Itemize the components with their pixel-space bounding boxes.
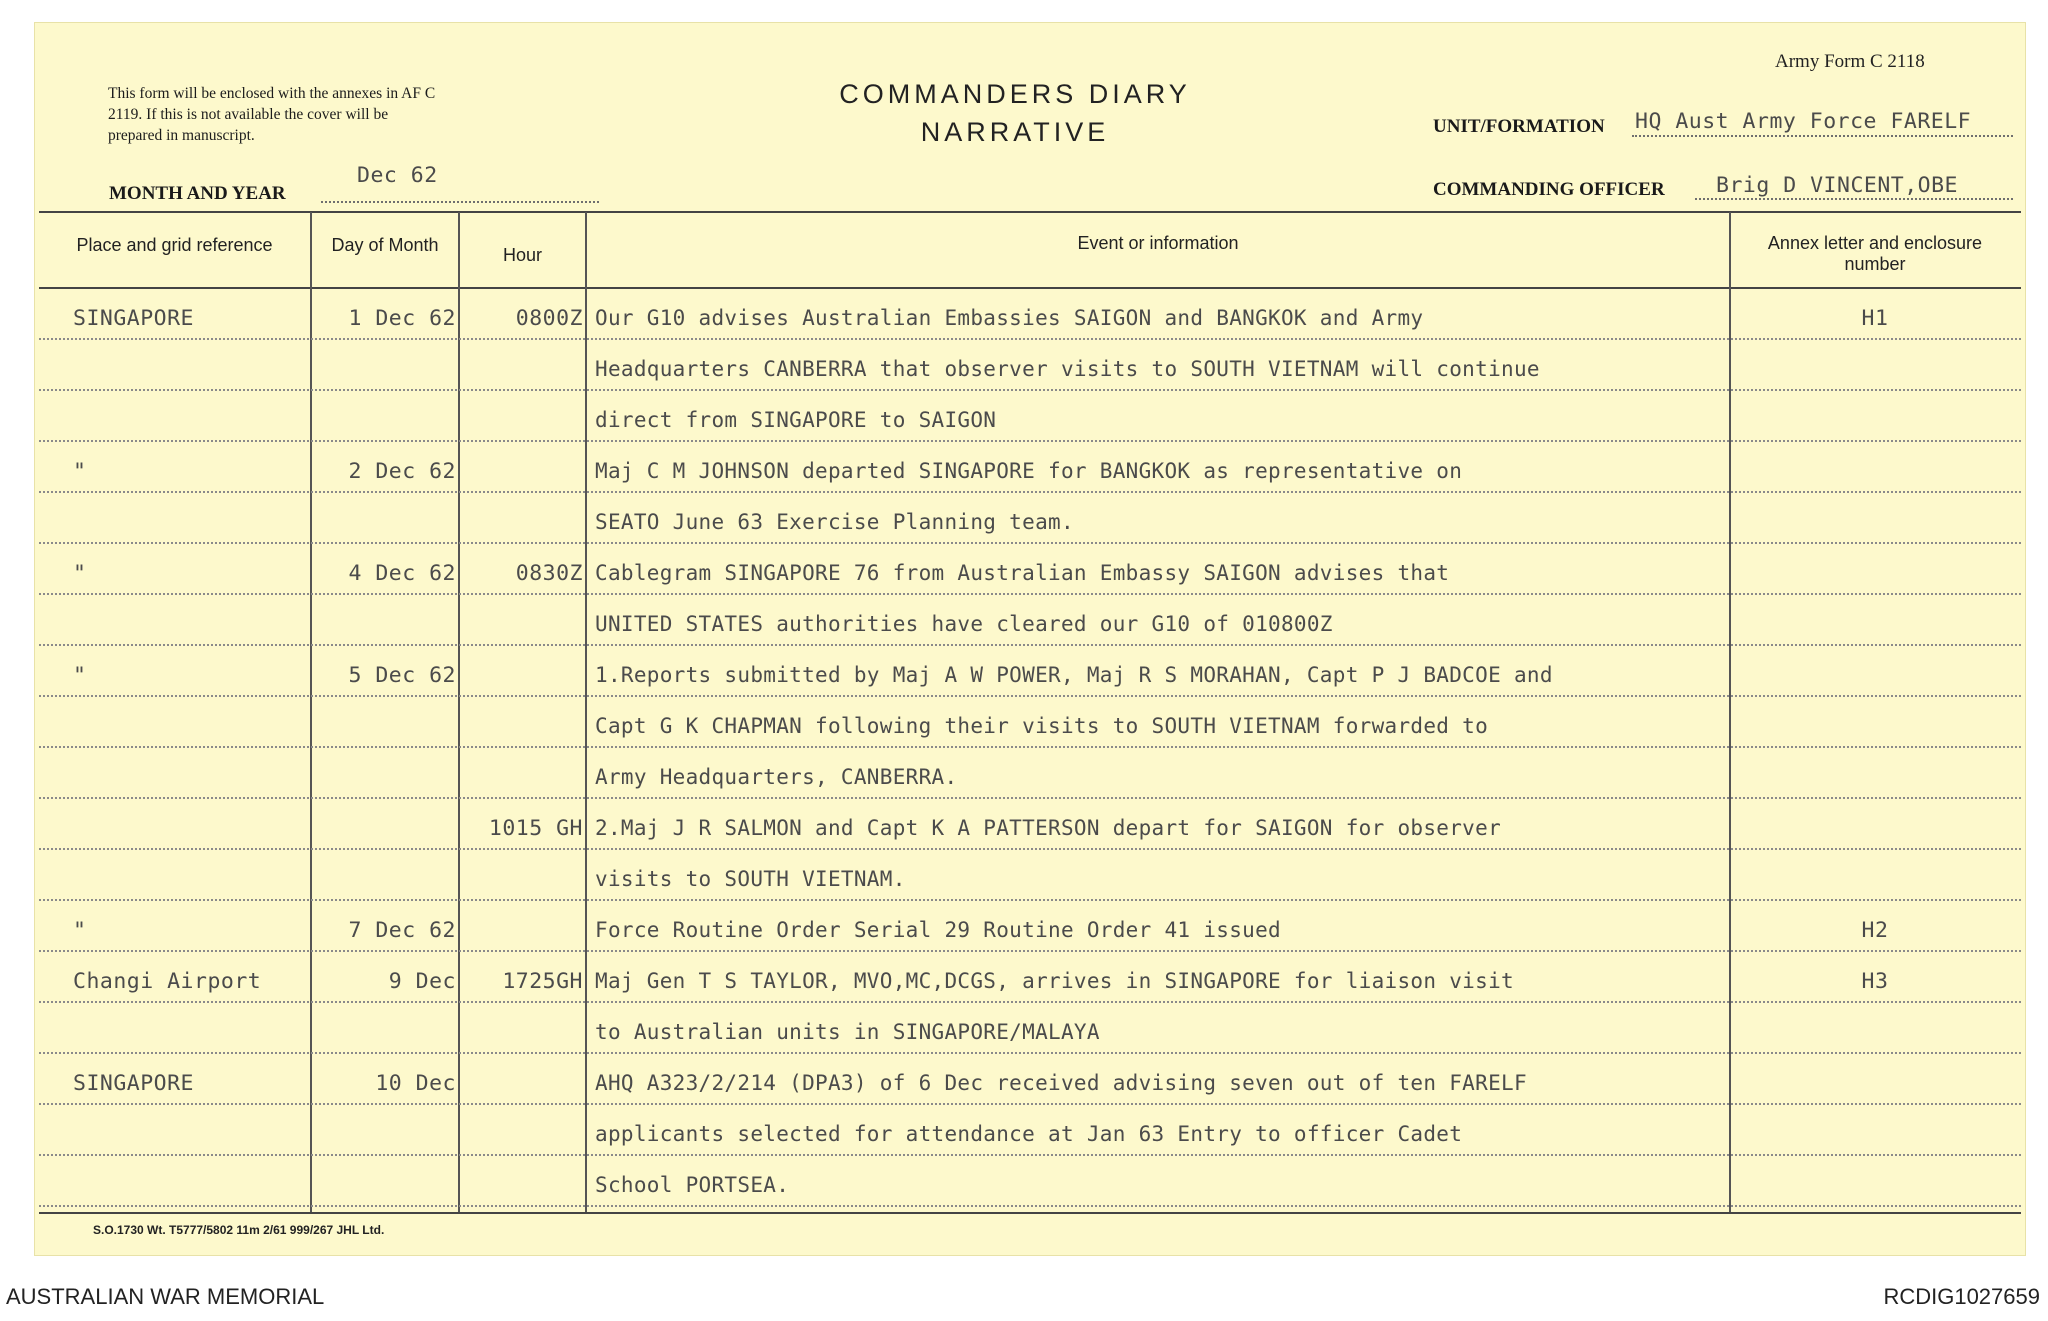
row-rule: [39, 338, 2021, 340]
printer-line: S.O.1730 Wt. T5777/5802 11m 2/61 999/267 JHL Ltd.: [93, 1223, 385, 1237]
entry-place-cell: ": [73, 918, 87, 943]
row-rule: [39, 848, 2021, 850]
commanding-officer-label: COMMANDING OFFICER: [1433, 179, 1665, 200]
entry-hour-cell: 1725GH: [502, 969, 583, 994]
entry-event-cell: 2.Maj J R SALMON and Capt K A PATTERSON depart for SAIGON for observer: [595, 816, 1502, 840]
row-rule: [39, 797, 2021, 799]
caption-right: RCDIG1027659: [1883, 1284, 2040, 1309]
row-rule: [39, 644, 2021, 646]
unit-dotline: [1632, 135, 2013, 137]
month-year-value: Dec 62: [357, 163, 438, 188]
entry-event-cell: applicants selected for attendance at Jan 63 Entry to officer Cadet: [595, 1122, 1463, 1146]
month-year-dotline: [321, 201, 599, 203]
entry-event-cell: 1.Reports submitted by Maj A W POWER, Maj R S MORAHAN, Capt P J BADCOE and: [595, 663, 1553, 687]
unit-label: UNIT/FORMATION: [1433, 116, 1605, 137]
table-header-rule: [39, 287, 2021, 289]
entry-day-cell: 7 Dec 62: [348, 918, 456, 943]
row-rule: [39, 1001, 2021, 1003]
entry-place-cell: Changi Airport: [73, 969, 262, 994]
row-rule: [39, 491, 2021, 493]
entry-day-cell: 10 Dec: [375, 1071, 456, 1096]
entry-day-cell: 1 Dec 62: [348, 306, 456, 331]
column-divider-place: [310, 212, 312, 1212]
header-day: Day of Month: [331, 235, 439, 255]
entry-place-cell: ": [73, 459, 87, 484]
row-rule: [39, 1103, 2021, 1105]
entry-event-cell: to Australian units in SINGAPORE/MALAYA: [595, 1020, 1100, 1044]
row-rule: [39, 746, 2021, 748]
row-rule: [39, 593, 2021, 595]
entry-event-cell: Maj C M JOHNSON departed SINGAPORE for BANGKOK as representative on: [595, 459, 1463, 483]
army-form-number: Army Form C 2118: [1775, 51, 1925, 72]
column-divider-day: [458, 212, 460, 1212]
entry-event-cell: SEATO June 63 Exercise Planning team.: [595, 510, 1074, 534]
row-rule: [39, 695, 2021, 697]
entry-event-cell: visits to SOUTH VIETNAM.: [595, 867, 906, 891]
header-annex: Annex letter and enclosure number: [1767, 233, 1983, 274]
row-rule: [39, 950, 2021, 952]
caption-left: AUSTRALIAN WAR MEMORIAL: [6, 1284, 325, 1309]
entry-event-cell: UNITED STATES authorities have cleared our G10 of 010800Z: [595, 612, 1333, 636]
commanding-officer-value: Brig D VINCENT,OBE: [1716, 173, 1958, 198]
entry-hour-cell: 0800Z: [515, 306, 583, 331]
row-rule: [39, 1205, 2021, 1207]
entry-day-cell: 9 Dec: [388, 969, 456, 994]
entry-event-cell: Army Headquarters, CANBERRA.: [595, 765, 958, 789]
row-rule: [39, 1052, 2021, 1054]
row-rule: [39, 440, 2021, 442]
commanding-officer-dotline: [1695, 198, 2013, 200]
entry-hour-cell: 1015 GH: [488, 816, 583, 841]
header-event: Event or information: [1077, 233, 1239, 253]
entry-hour-cell: 0830Z: [515, 561, 583, 586]
entry-annex-cell: H2: [1861, 918, 1889, 943]
form-title-line1: COMMANDERS DIARY: [839, 79, 1191, 109]
header-place: Place and grid reference: [76, 235, 273, 255]
entry-event-cell: Headquarters CANBERRA that observer visits to SOUTH VIETNAM will continue: [595, 357, 1540, 381]
entry-day-cell: 5 Dec 62: [348, 663, 456, 688]
month-year-label: MONTH AND YEAR: [109, 183, 286, 204]
entry-event-cell: direct from SINGAPORE to SAIGON: [595, 408, 997, 432]
column-divider-hour: [585, 212, 587, 1212]
entry-place-cell: SINGAPORE: [73, 306, 194, 331]
entry-event-cell: Capt G K CHAPMAN following their visits to SOUTH VIETNAM forwarded to: [595, 714, 1489, 738]
entry-place-cell: SINGAPORE: [73, 1071, 194, 1096]
unit-value: HQ Aust Army Force FARELF: [1635, 109, 1972, 134]
entry-day-cell: 2 Dec 62: [348, 459, 456, 484]
entry-event-cell: AHQ A323/2/214 (DPA3) of 6 Dec received advising seven out of ten FARELF: [595, 1071, 1527, 1095]
form-title-line2: NARRATIVE: [920, 117, 1110, 147]
entry-event-cell: Our G10 advises Australian Embassies SAIGON and BANGKOK and Army: [595, 306, 1424, 330]
entry-event-cell: Force Routine Order Serial 29 Routine Order 41 issued: [595, 918, 1281, 942]
column-divider-event: [1729, 212, 1731, 1212]
form-notice: This form will be enclosed with the annexes in AF C 2119. If this is not available the cover will be prepared in manuscript.: [108, 85, 436, 144]
entry-place-cell: ": [73, 561, 87, 586]
entry-place-cell: ": [73, 663, 87, 688]
row-rule: [39, 389, 2021, 391]
form-title: [735, 75, 1295, 151]
header-hour: Hour: [502, 245, 542, 265]
row-rule: [39, 899, 2021, 901]
entry-event-cell: Maj Gen T S TAYLOR, MVO,MC,DCGS, arrives in SINGAPORE for liaison visit: [595, 969, 1514, 993]
entry-annex-cell: H1: [1861, 306, 1889, 331]
entry-event-cell: School PORTSEA.: [595, 1173, 790, 1197]
entry-event-cell: Cablegram SINGAPORE 76 from Australian Embassy SAIGON advises that: [595, 561, 1450, 585]
entry-annex-cell: H3: [1861, 969, 1889, 994]
table-top-rule: [39, 211, 2021, 213]
entry-day-cell: 4 Dec 62: [348, 561, 456, 586]
diary-form-sheet: [34, 22, 2026, 1256]
row-rule: [39, 1154, 2021, 1156]
row-rule: [39, 542, 2021, 544]
table-bottom-rule: [39, 1212, 2021, 1214]
